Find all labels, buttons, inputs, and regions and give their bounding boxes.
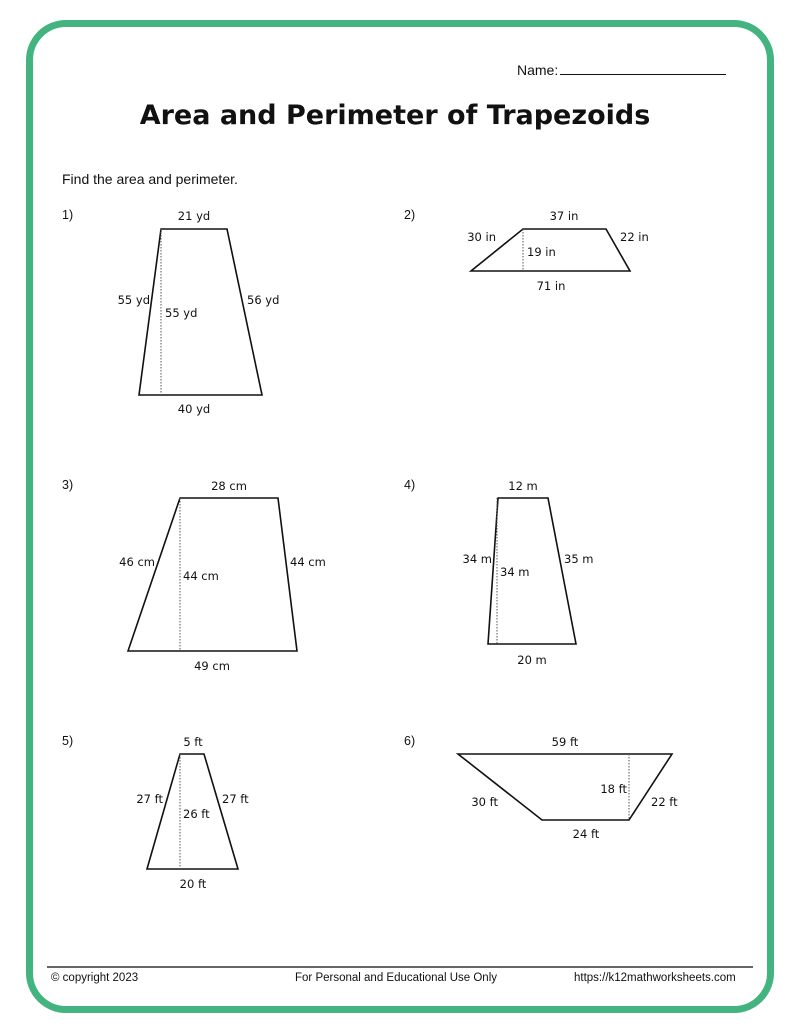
problem-2-number: 2): [404, 208, 416, 222]
p5-height-label: 26 ft: [183, 807, 210, 821]
problem-5-number: 5): [62, 734, 74, 748]
footer-copyright: © copyright 2023: [51, 972, 139, 984]
name-label: Name:: [517, 62, 559, 78]
page-title: Area and Perimeter of Trapezoids: [139, 100, 651, 131]
p4-bottom-label: 20 m: [517, 653, 547, 667]
p4-height-label: 34 m: [500, 565, 530, 579]
p2-right-label: 22 in: [620, 230, 649, 244]
trapezoid-5: [136, 735, 249, 891]
p5-bottom-label: 20 ft: [179, 877, 207, 891]
trapezoid-4: [463, 479, 594, 667]
p6-top-label: 59 ft: [551, 735, 579, 749]
trapezoid-3: [119, 479, 326, 673]
trapezoid-6: [458, 735, 678, 841]
instructions: Find the area and perimeter.: [62, 171, 238, 187]
p6-right-label: 22 ft: [651, 795, 678, 809]
p3-right-label: 44 cm: [290, 555, 326, 569]
p3-left-label: 46 cm: [119, 555, 155, 569]
problem-3-number: 3): [62, 478, 74, 492]
p2-bottom-label: 71 in: [536, 279, 566, 293]
p2-height-label: 19 in: [527, 245, 556, 259]
p1-bottom-label: 40 yd: [177, 402, 211, 416]
footer-website-link[interactable]: https://k12mathworksheets.com: [574, 972, 736, 984]
p3-bottom-label: 49 cm: [194, 659, 230, 673]
p1-top-label: 21 yd: [177, 209, 211, 223]
trapezoid-2: [467, 209, 649, 293]
p4-left-label: 34 m: [462, 552, 492, 566]
p1-height-label: 55 yd: [165, 306, 198, 320]
problem-1-number: 1): [62, 208, 74, 222]
p2-top-label: 37 in: [549, 209, 579, 223]
problem-6-number: 6): [404, 734, 416, 748]
p2-left-label: 30 in: [467, 230, 496, 244]
trapezoid-1: [118, 209, 280, 416]
p3-height-label: 44 cm: [183, 569, 219, 583]
p3-top-label: 28 cm: [211, 479, 247, 493]
problem-4-number: 4): [404, 478, 416, 492]
footer-divider: [47, 966, 753, 968]
p1-left-label: 55 yd: [117, 293, 150, 307]
p5-top-label: 5 ft: [183, 735, 203, 749]
footer-usage: For Personal and Educational Use Only: [295, 972, 497, 984]
p5-left-label: 27 ft: [136, 792, 163, 806]
p6-left-label: 30 ft: [471, 795, 498, 809]
p5-right-label: 27 ft: [222, 792, 249, 806]
p6-height-label: 18 ft: [600, 782, 627, 796]
p4-top-label: 12 m: [508, 479, 538, 493]
p4-right-label: 35 m: [564, 552, 594, 566]
p6-bottom-label: 24 ft: [572, 827, 600, 841]
p1-right-label: 56 yd: [247, 293, 280, 307]
